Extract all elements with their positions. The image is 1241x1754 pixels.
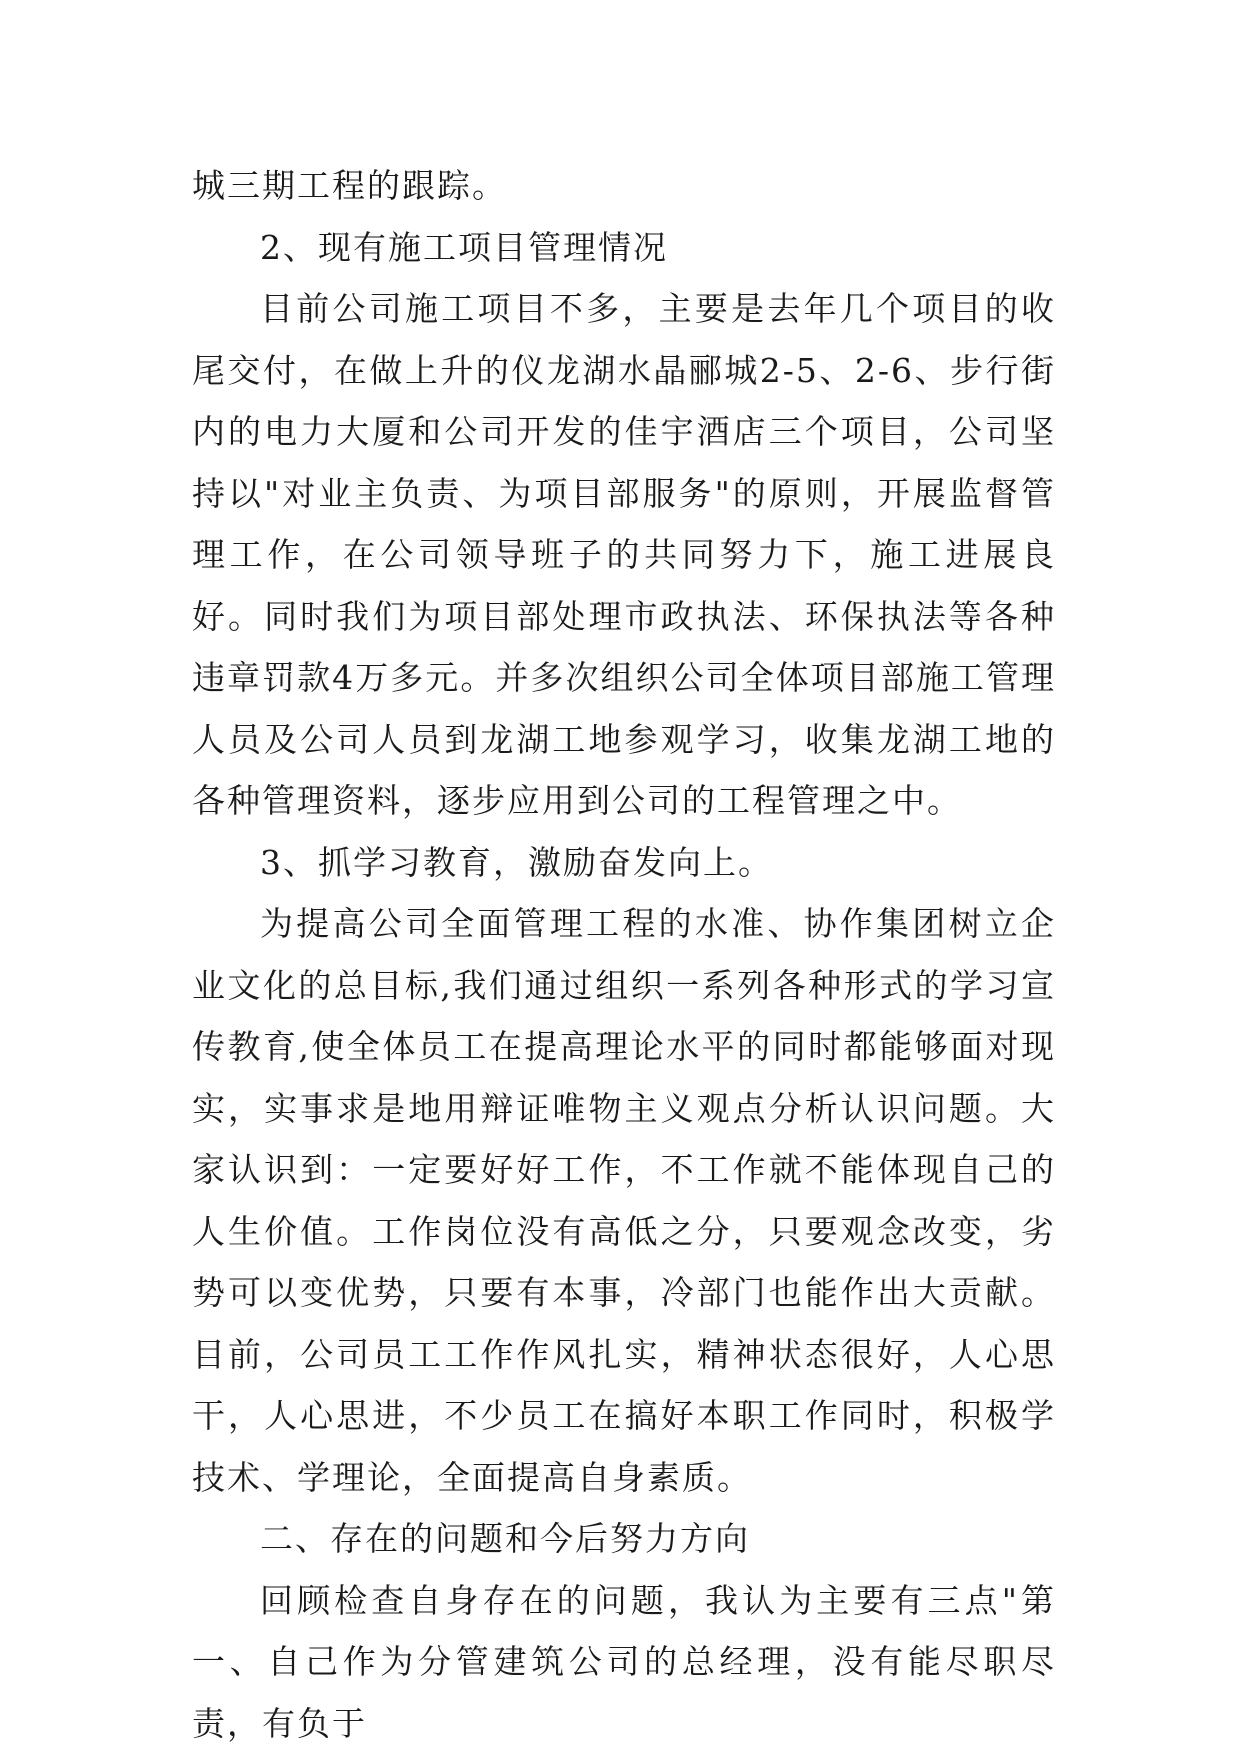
section-heading-problems: 二、存在的问题和今后努力方向 xyxy=(260,1519,750,1558)
section-heading-3: 3、抓学习教育，激励奋发向上。 xyxy=(260,842,773,882)
paragraph-continuation: 城三期工程的跟踪。 xyxy=(192,166,507,205)
section-heading-2: 2、现有施工项目管理情况 xyxy=(260,227,668,267)
paragraph-project-management: 目前公司施工项目不多，主要是去年几个项目的收尾交付，在做上升的仪龙湖水晶郦城2-5、2-6、步行街内的电力大厦和公司开发的佳宇酒店三个项目，公司坚持以"对业主负责、为项目部服务"的原则，开展监督管理工作，在公司领导班子的共同努力下，施工进展良好。同时我们为项目部处理市政执法、环保执法等各种违章罚款4万多元。并多次组织公司全体项目部施工管理人员及公司人员到龙湖工地参观学习，收集龙湖工地的各种管理资料，逐步应用到公司的工程管理之中。 xyxy=(192,289,1056,820)
paragraph-review: 回顾检查自身存在的问题，我认为主要有三点"第一、自己作为分管建筑公司的总经理，没有能尽职尽责，有负于 xyxy=(192,1580,1056,1743)
paragraph-learning-education: 为提高公司全面管理工程的水准、协作集团树立企业文化的总目标,我们通过组织一系列各种形式的学习宣传教育,使全体员工在提高理论水平的同时都能够面对现实，实事求是地用辩证唯物主义观点分析认识问题。大家认识到：一定要好好工作，不工作就不能体现自己的人生价值。工作岗位没有高低之分，只要观念改变，劣势可以变优势，只要有本事，冷部门也能作出大贡献。目前，公司员工工作作风扎实，精神状态很好，人心思干，人心思进，不少员工在搞好本职工作同时，积极学技术、学理论，全面提高自身素质。 xyxy=(192,904,1056,1497)
document-body xyxy=(192,155,1056,1754)
